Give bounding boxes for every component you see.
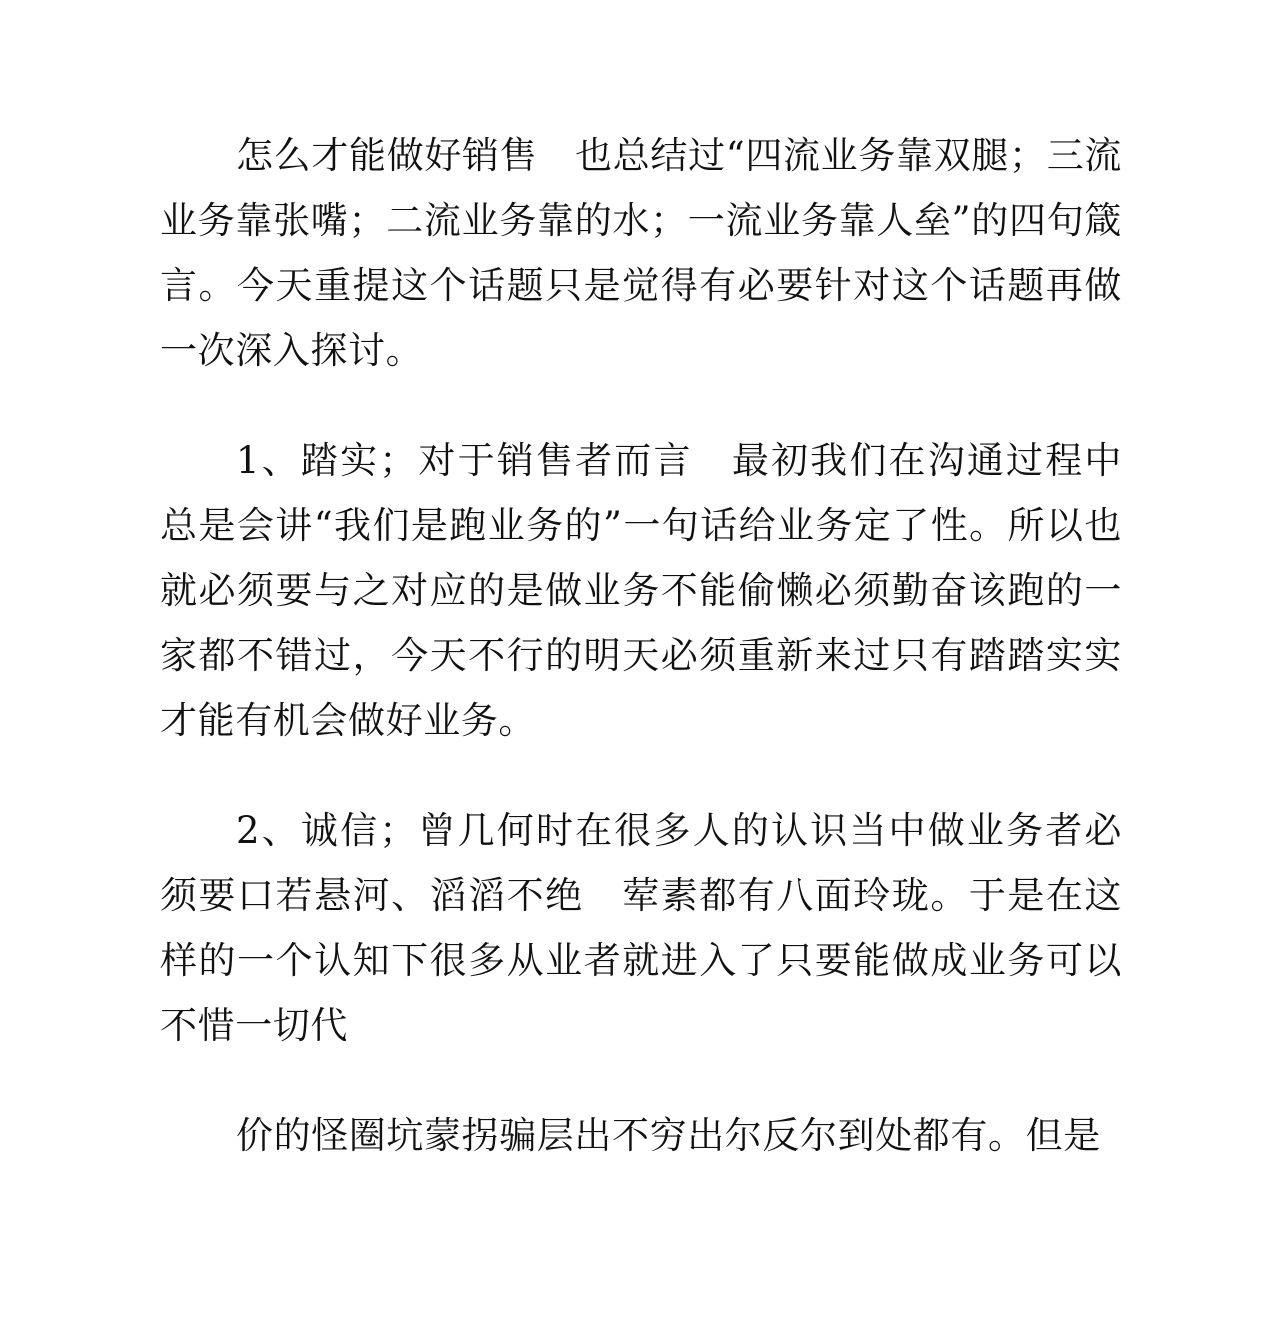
paragraph-point-2: 2、诚信；曾几何时在很多人的认识当中做业务者必须要口若悬河、滔滔不绝 荤素都有八面玲珑。于是在这样的一个认知下很多从业者就进入了只要能做成业务可以不惜一切代 — [160, 809, 1122, 1047]
paragraph-intro: 怎么才能做好销售 也总结过“四流业务靠双腿；三流业务靠张嘴；二流业务靠的水；一流业务靠人垒”的四句箴言。今天重提这个话题只是觉得有必要针对这个话题再做一次深入探讨。 — [160, 134, 1122, 372]
paragraph-continued: 价的怪圈坑蒙拐骗层出不穷出尔反尔到处都有。但是 — [236, 1114, 1101, 1157]
paragraph-point-1: 1、踏实；对于销售者而言 最初我们在沟通过程中总是会讲“我们是跑业务的”一句话给业务定了性。所以也就必须要与之对应的是做业务不能偷懒必须勤奋该跑的一家都不错过，今天不行的明天必须重新来过只有踏踏实实才能有机会做好业务。 — [160, 439, 1122, 742]
document-body — [160, 123, 1122, 1168]
